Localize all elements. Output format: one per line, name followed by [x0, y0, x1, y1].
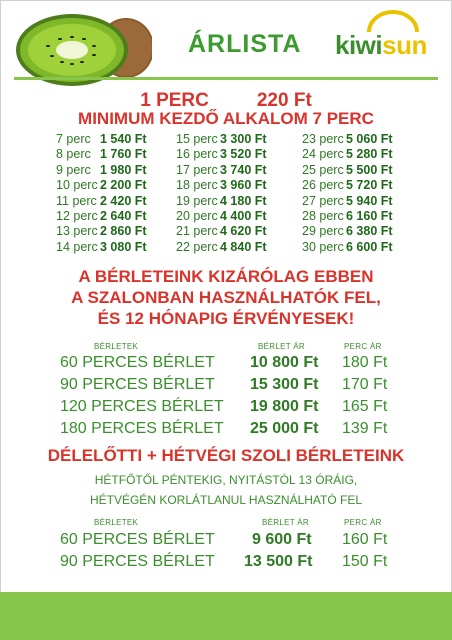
- price-row: [176, 240, 267, 255]
- minutes-label: 24 perc: [302, 147, 344, 162]
- morning-passes-heading: DÉLELŐTTI + HÉTVÉGI SZOLI BÉRLETEINK: [47, 446, 405, 465]
- pass-name: 90 PERCES BÉRLET: [60, 376, 215, 393]
- minutes-label: 21 perc: [176, 224, 218, 239]
- price-value: 3 520 Ft: [220, 147, 267, 162]
- price-value: 5 940 Ft: [346, 193, 393, 208]
- minutes-label: 23 perc: [302, 132, 344, 146]
- minimum-session-note: MINIMUM KEZDŐ ALKALOM 7 PERC: [78, 109, 374, 128]
- table-row: [0, 396, 452, 417]
- pass-name: 180 PERCES BÉRLET: [60, 420, 224, 437]
- price-row: [176, 163, 267, 178]
- logo-wordmark-kiwi: kiwi: [335, 30, 383, 60]
- price-value: 2 420 Ft: [100, 193, 147, 208]
- pass-name: 120 PERCES BÉRLET: [60, 398, 224, 415]
- price-row: [176, 209, 267, 224]
- minutes-label: 20 perc: [176, 208, 218, 223]
- minutes-label: 7 perc: [56, 132, 91, 146]
- table-row: [0, 418, 452, 439]
- minutes-label: 19 perc: [176, 193, 218, 208]
- notice-line: A BÉRLETEINK KIZÁRÓLAG EBBEN: [78, 267, 374, 286]
- price-row: [56, 147, 147, 162]
- price-value: 6 160 Ft: [346, 208, 393, 223]
- table-row: [0, 374, 452, 395]
- price-value: 5 280 Ft: [346, 147, 393, 162]
- column-header-passes: BÉRLETEK: [94, 518, 139, 527]
- pass-price: 13 500 Ft: [244, 553, 313, 570]
- price-value: 1 760 Ft: [100, 147, 147, 162]
- minutes-label: 16 perc: [176, 147, 218, 162]
- page-title: ÁRLISTA: [188, 30, 302, 58]
- price-column-2: [176, 132, 267, 255]
- column-header-minute-price: PERC ÁR: [344, 342, 382, 351]
- price-value: 2 860 Ft: [100, 224, 147, 239]
- pass-name: 90 PERCES BÉRLET: [60, 553, 215, 570]
- pass-price: 9 600 Ft: [252, 531, 312, 548]
- price-row: [176, 224, 267, 239]
- price-value: 3 740 Ft: [220, 162, 267, 177]
- kiwisun-logo: [335, 8, 435, 70]
- description-line: HÉTFŐTŐL PÉNTEKIG, NYITÁSTÓL 13 ÓRÁIG,: [94, 473, 358, 487]
- table-row: [0, 529, 452, 550]
- price-value: 3 300 Ft: [220, 132, 267, 146]
- pass-name: 60 PERCES BÉRLET: [60, 531, 215, 548]
- price-value: 4 180 Ft: [220, 193, 267, 208]
- price-row: [56, 224, 147, 239]
- column-header-pass-price: BÉRLET ÁR: [262, 518, 310, 527]
- price-value: 5 720 Ft: [346, 178, 393, 193]
- price-row: [176, 178, 267, 193]
- per-minute-label: 1 PERC: [140, 90, 209, 111]
- pass-price: 15 300 Ft: [250, 376, 319, 393]
- price-value: 4 840 Ft: [220, 239, 267, 254]
- price-row: [302, 209, 393, 224]
- minutes-label: 9 perc: [56, 162, 91, 177]
- price-row: [56, 132, 147, 147]
- price-row: [176, 194, 267, 209]
- description-line: HÉTVÉGÉN KORLÁTLANUL HASZNÁLHATÓ FEL: [89, 493, 363, 507]
- minutes-label: 8 perc: [56, 147, 91, 162]
- price-value: 5 500 Ft: [346, 162, 393, 177]
- price-row: [302, 224, 393, 239]
- minutes-label: 13 perc: [56, 224, 98, 239]
- price-row: [302, 194, 393, 209]
- table-row: [0, 352, 452, 373]
- price-value: 6 600 Ft: [346, 239, 393, 254]
- price-row: [56, 194, 147, 209]
- price-column-1: [56, 132, 147, 255]
- pass-price: 25 000 Ft: [250, 420, 319, 437]
- price-row: [302, 240, 393, 255]
- price-row: [176, 132, 267, 147]
- minutes-label: 26 perc: [302, 178, 344, 193]
- pass-name: 60 PERCES BÉRLET: [60, 354, 215, 371]
- price-value: 1 540 Ft: [100, 132, 147, 146]
- logo-wordmark: [335, 30, 427, 61]
- pass-minute-price: 180 Ft: [342, 354, 388, 371]
- price-row: [302, 163, 393, 178]
- price-value: 6 380 Ft: [346, 224, 393, 239]
- pass-minute-price: 139 Ft: [342, 420, 388, 437]
- per-minute-value: 220 Ft: [256, 90, 312, 111]
- price-row: [56, 240, 147, 255]
- price-row: [56, 209, 147, 224]
- price-row: [302, 132, 393, 147]
- price-value: 1 980 Ft: [100, 162, 147, 177]
- price-column-3: [302, 132, 393, 255]
- validity-notice: [0, 266, 452, 329]
- price-value: 3 080 Ft: [100, 239, 147, 254]
- price-row: [56, 178, 147, 193]
- price-row: [176, 147, 267, 162]
- minutes-label: 12 perc: [56, 208, 98, 223]
- column-header-pass-price: BÉRLET ÁR: [258, 342, 306, 351]
- price-row: [302, 178, 393, 193]
- minutes-label: 25 perc: [302, 162, 344, 177]
- logo-wordmark-sun: sun: [382, 30, 427, 60]
- morning-passes-description: [0, 470, 452, 510]
- price-value: 3 960 Ft: [220, 178, 267, 193]
- pass-minute-price: 165 Ft: [342, 398, 388, 415]
- table-row: [0, 551, 452, 572]
- price-row: [302, 147, 393, 162]
- header-divider: [14, 77, 438, 80]
- minutes-label: 15 perc: [176, 132, 218, 146]
- pass-minute-price: 160 Ft: [342, 531, 388, 548]
- price-row: [56, 163, 147, 178]
- column-header-minute-price: PERC ÁR: [344, 518, 382, 527]
- notice-line: ÉS 12 HÓNAPIG ÉRVÉNYESEK!: [97, 309, 355, 328]
- notice-line: A SZALONBAN HASZNÁLHATÓK FEL,: [71, 288, 381, 307]
- minutes-label: 10 perc: [56, 178, 98, 193]
- price-value: 5 060 Ft: [346, 132, 393, 146]
- price-value: 4 400 Ft: [220, 208, 267, 223]
- pass-minute-price: 150 Ft: [342, 553, 388, 570]
- pass-price: 19 800 Ft: [250, 398, 319, 415]
- minutes-label: 18 perc: [176, 178, 218, 193]
- price-value: 2 200 Ft: [100, 178, 147, 193]
- minutes-label: 28 perc: [302, 208, 344, 223]
- minutes-label: 14 perc: [56, 239, 98, 254]
- pass-minute-price: 170 Ft: [342, 376, 388, 393]
- minutes-label: 22 perc: [176, 239, 218, 254]
- price-value: 4 620 Ft: [220, 224, 267, 239]
- minutes-label: 27 perc: [302, 193, 344, 208]
- minutes-label: 29 perc: [302, 224, 344, 239]
- column-header-passes: BÉRLETEK: [94, 342, 139, 351]
- pass-price: 10 800 Ft: [250, 354, 319, 371]
- footer-band: [0, 592, 452, 640]
- minutes-label: 11 perc: [56, 193, 97, 208]
- minutes-label: 17 perc: [176, 162, 218, 177]
- price-value: 2 640 Ft: [100, 208, 147, 223]
- minutes-label: 30 perc: [302, 239, 344, 254]
